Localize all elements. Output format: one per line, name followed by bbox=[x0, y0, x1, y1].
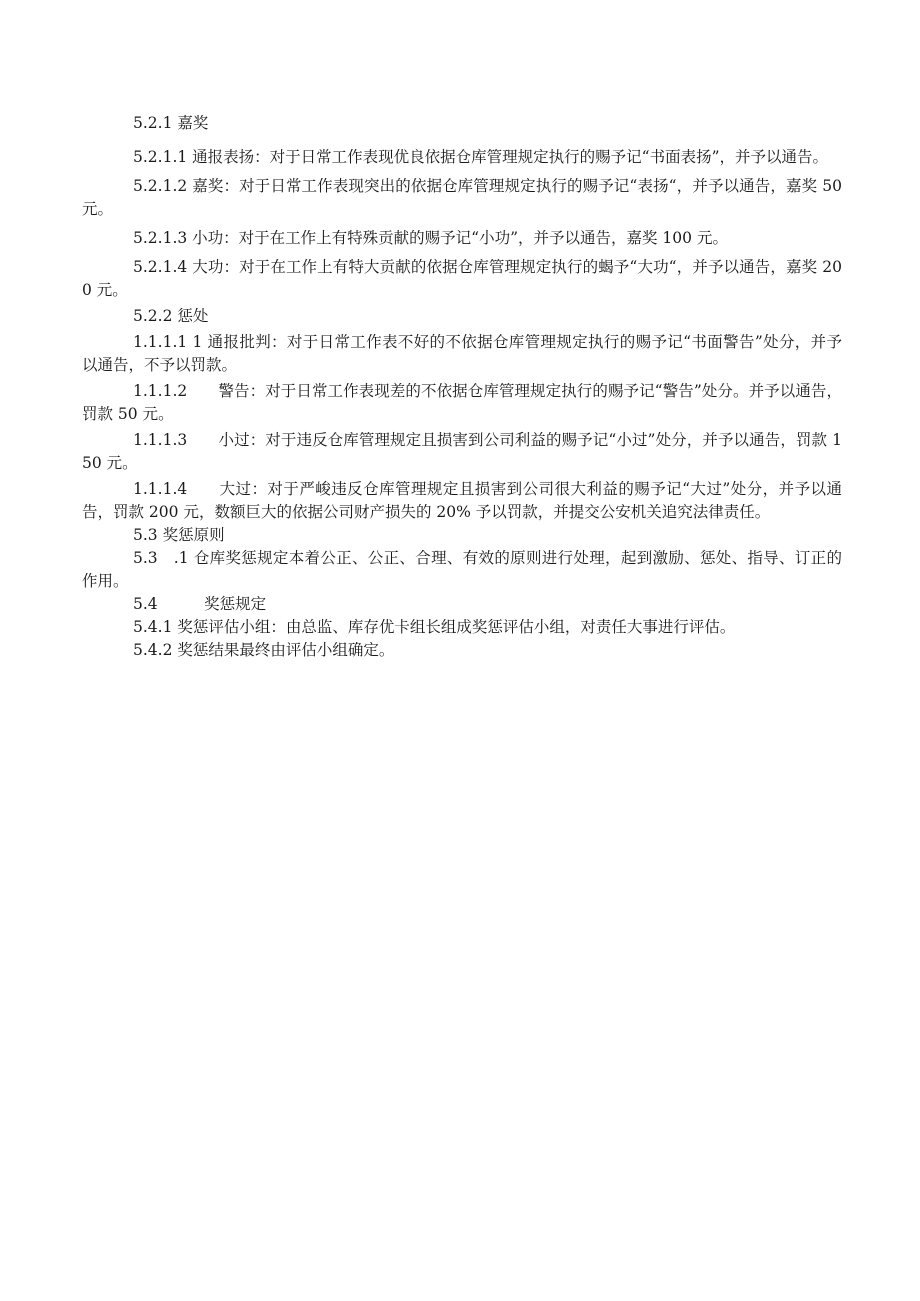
paragraph-5-4-1: 5.4.1 奖惩评估小组：由总监、库存优卡组长组成奖惩评估小组，对责任大事进行评估。 bbox=[133, 618, 736, 636]
section-heading-5-2-1: 5.2.1 嘉奖 bbox=[133, 114, 209, 132]
section-heading-5-2-2: 5.2.2 惩处 bbox=[133, 307, 209, 325]
paragraph-5-2-1-1: 5.2.1.1 通报表扬：对于日常工作表现优良依据仓库管理规定执行的赐予记“书面表扬”，并予以通告。 bbox=[133, 148, 829, 166]
paragraph-1-1-1-4: 1.1.1.4 大过：对于严峻违反仓库管理规定且损害到公司很大利益的赐予记“大过”处分，并予以通告，罚款 200 元，数额巨大的依据公司财产损失的 20% 予以罚款，并提交公安机关追究法律责任。 bbox=[82, 480, 842, 521]
paragraph-5-4-2: 5.4.2 奖惩结果最终由评估小组确定。 bbox=[133, 641, 395, 659]
paragraph-5-3-1: 5.3 .1 仓库奖惩规定本着公正、公正、合理、有效的原则进行处理，起到激励、惩处、指导、订正的作用。 bbox=[82, 549, 842, 590]
paragraph-1-1-1-1: 1.1.1.1 1 通报批判：对于日常工作表不好的不依据仓库管理规定执行的赐予记“书面警告”处分，并予以通告，不予以罚款。 bbox=[82, 333, 842, 374]
paragraph-5-2-1-2: 5.2.1.2 嘉奖：对于日常工作表现突出的依据仓库管理规定执行的赐予记“表扬“，并予以通告，嘉奖 50 元。 bbox=[82, 177, 842, 218]
section-heading-5-3: 5.3 奖惩原则 bbox=[133, 526, 225, 544]
paragraph-5-2-1-3: 5.2.1.3 小功：对于在工作上有特殊贡献的赐予记“小功”，并予以通告，嘉奖 100 元。 bbox=[133, 229, 728, 247]
document-body bbox=[82, 112, 842, 662]
paragraph-1-1-1-2: 1.1.1.2 警告：对于日常工作表现差的不依据仓库管理规定执行的赐予记“警告”处分。并予以通告，罚款 50 元。 bbox=[82, 382, 842, 423]
paragraph-5-2-1-4: 5.2.1.4 大功：对于在工作上有特大贡献的依据仓库管理规定执行的蝎予“大功“，并予以通告，嘉奖 200 元。 bbox=[82, 258, 842, 299]
section-heading-5-4: 5.4 奖惩规定 bbox=[133, 595, 267, 613]
paragraph-1-1-1-3: 1.1.1.3 小过：对于违反仓库管理规定且损害到公司利益的赐予记“小过”处分，并予以通告，罚款 150 元。 bbox=[82, 431, 842, 472]
